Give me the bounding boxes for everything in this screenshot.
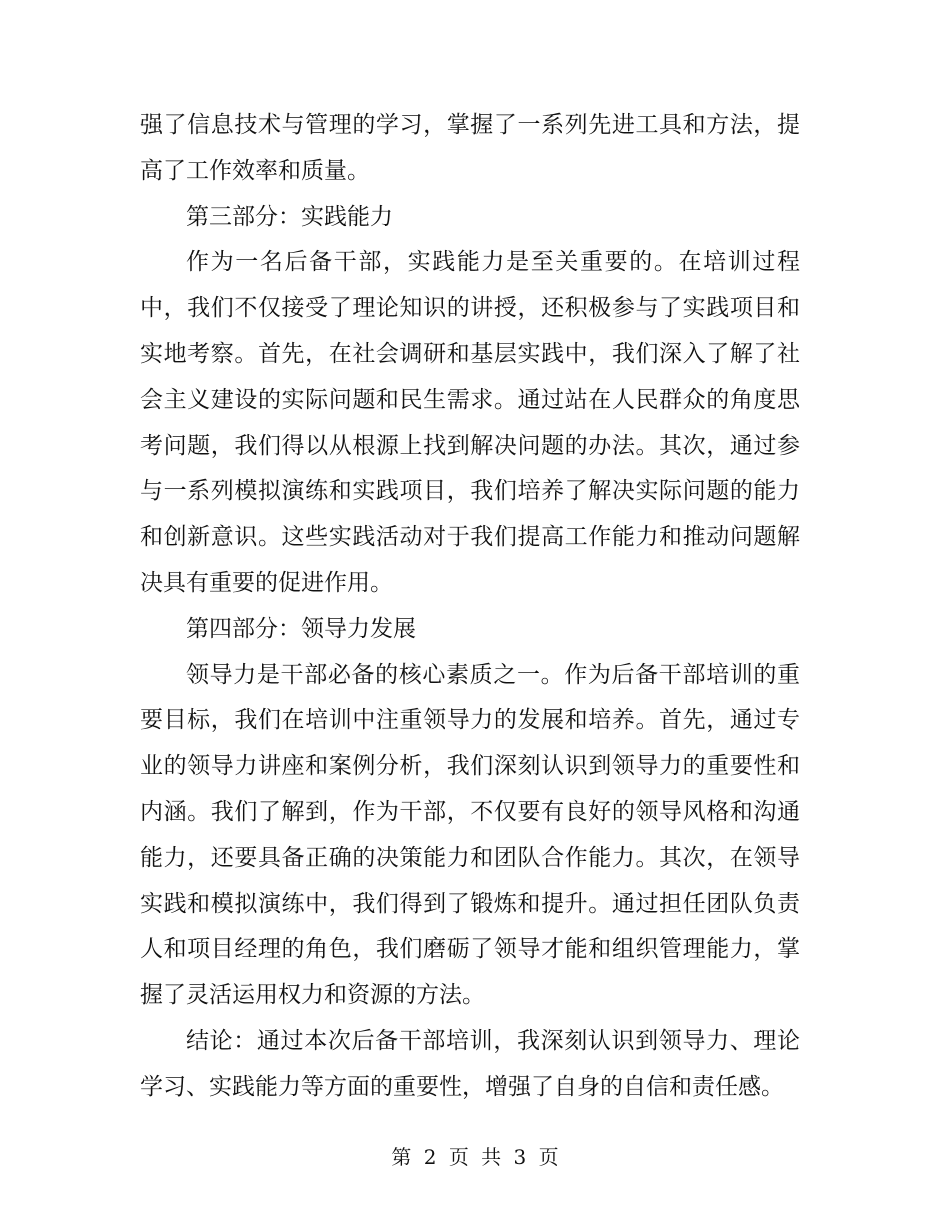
paragraph-leadership: 领导力是干部必备的核心素质之一。作为后备干部培训的重要目标，我们在培训中注重领导力的发展和培养。首先，通过专业的领导力讲座和案例分析，我们深刻认识到领导力的重要性和内涵。我们了解到，作为干部，不仅要有良好的领导风格和沟通能力，还要具备正确的决策能力和团队合作能力。其次，在领导实践和模拟演练中，我们得到了锻炼和提升。通过担任团队负责人和项目经理的角色，我们磨砺了领导才能和组织管理能力，掌握了灵活运用权力和资源的方法。 bbox=[140, 661, 800, 1009]
page-footer: 第 2 页 共 3 页 bbox=[391, 1145, 559, 1169]
document-body bbox=[140, 103, 800, 1111]
paragraph-conclusion: 结论：通过本次后备干部培训，我深刻认识到领导力、理论学习、实践能力等方面的重要性，增强了自身的自信和责任感。 bbox=[140, 1027, 800, 1100]
paragraph-continuation: 强了信息技术与管理的学习，掌握了一系列先进工具和方法，提高了工作效率和质量。 bbox=[140, 112, 800, 184]
section-heading-leadership: 第四部分：领导力发展 bbox=[186, 615, 416, 642]
paragraph-practice: 作为一名后备干部，实践能力是至关重要的。在培训过程中，我们不仅接受了理论知识的讲授，还积极参与了实践项目和实地考察。首先，在社会调研和基层实践中，我们深入了解了社会主义建设的实际问题和民生需求。通过站在人民群众的角度思考问题，我们得以从根源上找到解决问题的办法。其次，通过参与一系列模拟演练和实践项目，我们培养了解决实际问题的能力和创新意识。这些实践活动对于我们提高工作能力和推动问题解决具有重要的促进作用。 bbox=[140, 249, 800, 596]
section-heading-practice: 第三部分：实践能力 bbox=[186, 203, 393, 230]
